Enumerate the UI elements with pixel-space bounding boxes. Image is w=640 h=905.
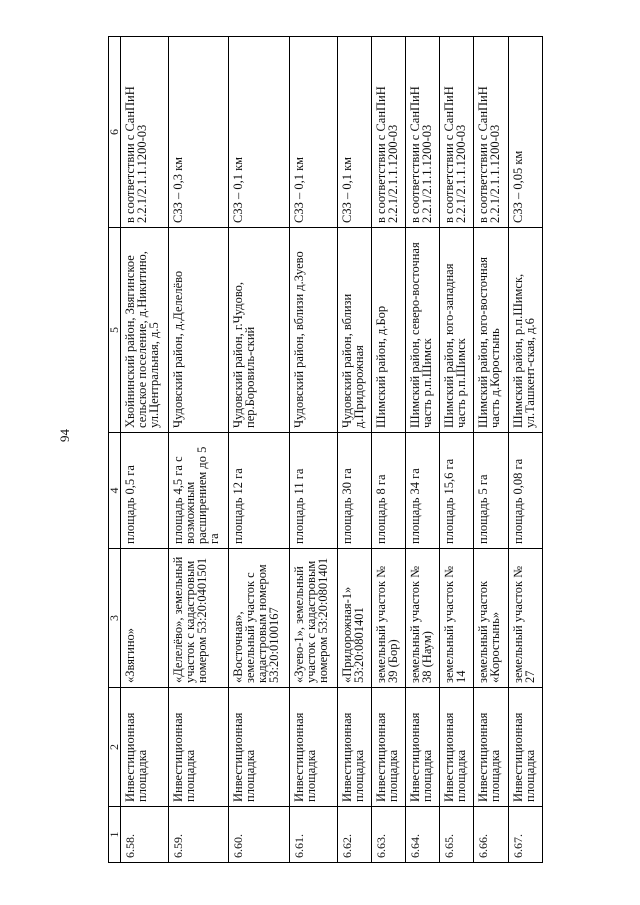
site-type-cell: Инвестиционная площадка (508, 688, 542, 807)
row-number: 6.60. (229, 807, 290, 863)
site-type-cell: Инвестиционная площадка (229, 688, 290, 807)
site-name-cell: «Звягино» (121, 549, 169, 688)
sanitary-zone-cell: в соответствии с СанПиН 2.2.1/2.1.1.1200-03 (371, 37, 405, 228)
site-name-cell: земельный участок № 39 (Бор) (371, 549, 405, 688)
site-name-cell: земельный участок № 27 (508, 549, 542, 688)
row-number: 6.58. (121, 807, 169, 863)
site-type-cell: Инвестиционная площадка (371, 688, 405, 807)
location-cell: Чудовский район, г.Чудово, пер.Боровиль-ский (229, 228, 290, 433)
column-header: 3 (109, 549, 121, 688)
sanitary-zone-cell: в соответствии с СанПиН 2.2.1/2.1.1.1200-03 (474, 37, 508, 228)
area-cell: площадь 34 га (405, 433, 439, 549)
table-header-row (109, 37, 121, 863)
row-number: 6.59. (168, 807, 229, 863)
location-cell: Шимский район, юго-западная часть р.п.Шимск (440, 228, 474, 433)
area-cell: площадь 5 га (474, 433, 508, 549)
site-type-cell: Инвестиционная площадка (121, 688, 169, 807)
sanitary-zone-cell: СЗЗ – 0,05 км (508, 37, 542, 228)
rotated-table-container (108, 37, 543, 863)
table-row (168, 37, 229, 863)
row-number: 6.65. (440, 807, 474, 863)
area-cell: площадь 15,6 га (440, 433, 474, 549)
site-type-cell: Инвестиционная площадка (290, 688, 338, 807)
sanitary-zone-cell: СЗЗ – 0,3 км (168, 37, 229, 228)
sanitary-zone-cell: в соответствии с СанПиН 2.2.1/2.1.1.1200-03 (121, 37, 169, 228)
table-row (508, 37, 542, 863)
table-row (440, 37, 474, 863)
area-cell: площадь 30 га (337, 433, 371, 549)
sanitary-zone-cell: СЗЗ – 0,1 км (337, 37, 371, 228)
site-name-cell: земельный участок «Коростынь» (474, 549, 508, 688)
table-row (290, 37, 338, 863)
sanitary-zone-cell: в соответствии с СанПиН 2.2.1/2.1.1.1200-03 (440, 37, 474, 228)
area-cell: площадь 0,08 га (508, 433, 542, 549)
row-number: 6.66. (474, 807, 508, 863)
row-number: 6.63. (371, 807, 405, 863)
row-number: 6.64. (405, 807, 439, 863)
row-number: 6.61. (290, 807, 338, 863)
area-cell: площадь 8 га (371, 433, 405, 549)
column-header: 4 (109, 433, 121, 549)
location-cell: Шимский район, юго-восточная часть д.Коростынь (474, 228, 508, 433)
location-cell: Чудовский район, вблизи д.Придорожная (337, 228, 371, 433)
area-cell: площадь 12 га (229, 433, 290, 549)
site-type-cell: Инвестиционная площадка (168, 688, 229, 807)
table-row (405, 37, 439, 863)
site-name-cell: земельный участок № 14 (440, 549, 474, 688)
table-row (229, 37, 290, 863)
location-cell: Чудовский район, вблизи д.Зуево (290, 228, 338, 433)
sanitary-zone-cell: СЗЗ – 0,1 км (290, 37, 338, 228)
row-number: 6.62. (337, 807, 371, 863)
location-cell: Хвойнинский район, Звягинское сельское поселение, д.Никитино, ул.Центральная, д.5 (121, 228, 169, 433)
table-row (121, 37, 169, 863)
site-name-cell: «Придорожная-1» 53:20:0801401 (337, 549, 371, 688)
site-type-cell: Инвестиционная площадка (405, 688, 439, 807)
column-header: 6 (109, 37, 121, 228)
column-header: 5 (109, 228, 121, 433)
site-type-cell: Инвестиционная площадка (337, 688, 371, 807)
table-row (337, 37, 371, 863)
table-row (474, 37, 508, 863)
site-name-cell: земельный участок № 38 (Наум) (405, 549, 439, 688)
area-cell: площадь 4,5 га с возможным расширением до 5 га (168, 433, 229, 549)
column-header: 1 (109, 807, 121, 863)
location-cell: Чудовский район, д.Делелёво (168, 228, 229, 433)
location-cell: Шимский район, р.п.Шимск, ул.Ташкент-ская, д.6 (508, 228, 542, 433)
row-number: 6.67. (508, 807, 542, 863)
investment-sites-table (108, 36, 543, 863)
location-cell: Шимский район, д.Бор (371, 228, 405, 433)
column-header: 2 (109, 688, 121, 807)
location-cell: Шимский район, северо-восточная часть р.п.Шимск (405, 228, 439, 433)
site-type-cell: Инвестиционная площадка (474, 688, 508, 807)
site-type-cell: Инвестиционная площадка (440, 688, 474, 807)
sanitary-zone-cell: в соответствии с СанПиН 2.2.1/2.1.1.1200-03 (405, 37, 439, 228)
table-row (371, 37, 405, 863)
area-cell: площадь 0,5 га (121, 433, 169, 549)
site-name-cell: «Делелёво», земельный участок с кадастровым номером 53:20:0401501 (168, 549, 229, 688)
site-name-cell: «Восточная», земельный участок с кадастровым номером 53:20:0100167 (229, 549, 290, 688)
page-number: 94 (57, 429, 72, 442)
sanitary-zone-cell: СЗЗ – 0,1 км (229, 37, 290, 228)
area-cell: площадь 11 га (290, 433, 338, 549)
site-name-cell: «Зуево-1», земельный участок с кадастровым номером 53:20:0801401 (290, 549, 338, 688)
